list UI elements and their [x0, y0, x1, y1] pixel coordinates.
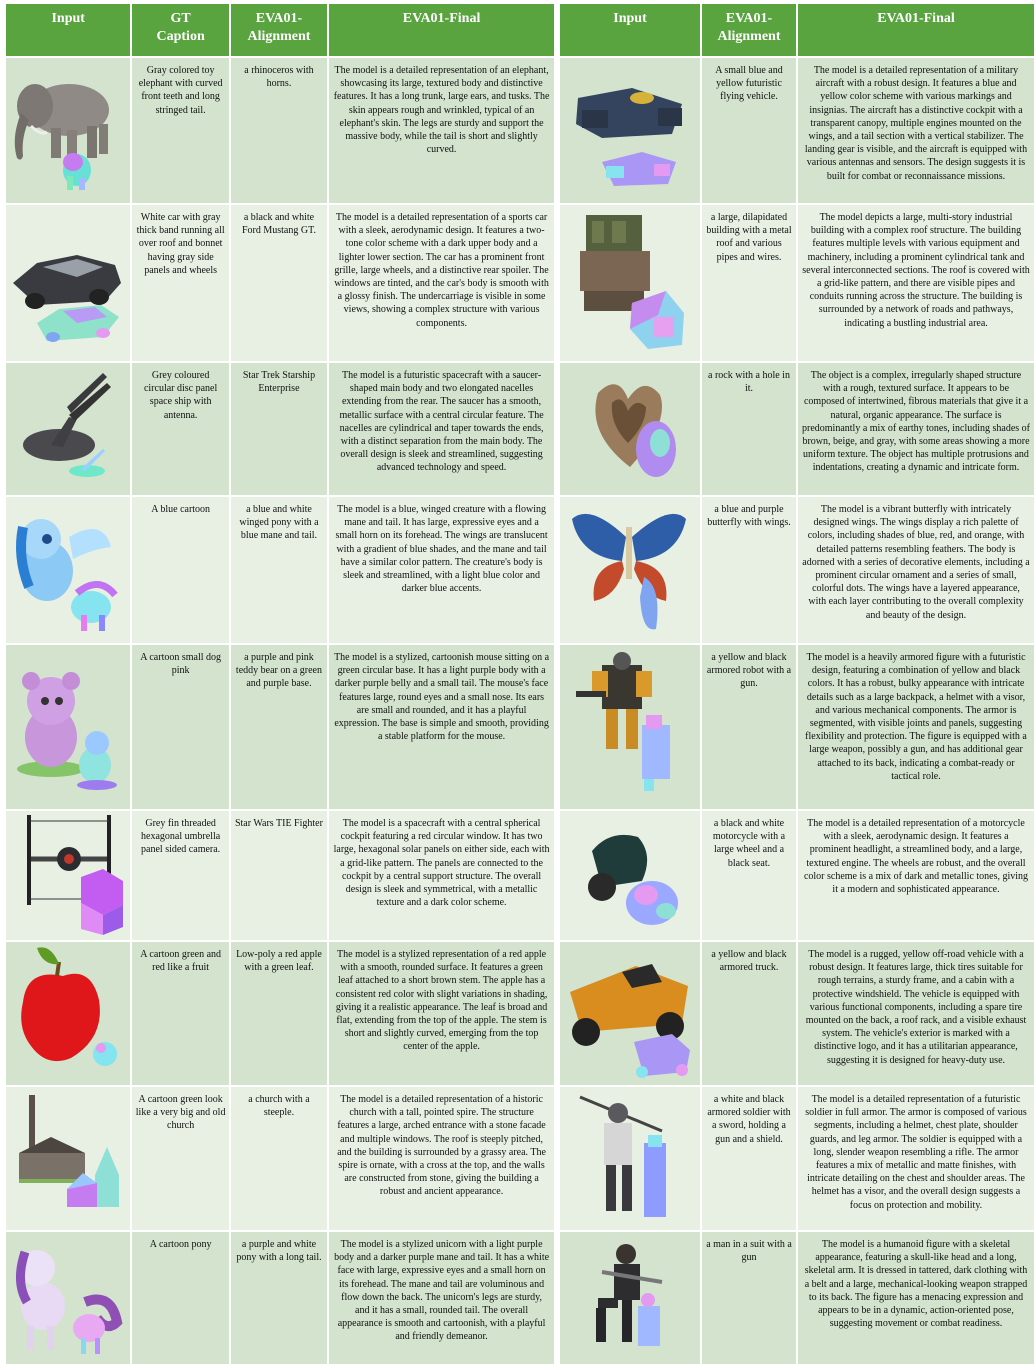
- gt-caption-cell: Grey fin threaded hexagonal umbrella panel sided camera.: [132, 809, 228, 940]
- table-row: [560, 643, 1034, 809]
- final-cell: The model is a detailed representation of a sports car with a sleek, aerodynamic design. It features a two-tone color scheme with a dark upper body and a lighter lower section. The car has a prominent front grille, large wheels, and a distinctive rear spoiler. The windows are tinted, and the car's body is smooth with a glossy finish. The undercarriage is visible in some views, showing a complex structure with various components.: [329, 203, 554, 361]
- gt-caption-cell: White car with gray thick band running all over roof and bonnet having gray side panels and wheels: [132, 203, 228, 361]
- alignment-cell: a purple and pink teddy bear on a green and purple base.: [231, 643, 327, 809]
- alignment-cell: Star Trek Starship Enterprise: [231, 361, 327, 495]
- input-image-tie-fighter: [6, 809, 130, 940]
- right-header-row: [560, 4, 1034, 56]
- final-cell: The model is a heavily armored figure with a futuristic design, featuring a combination of yellow and black colors. It has a robust, bulky appearance with intricate details such as a large backpack, a helmet with a visor, and various mechanical components. The armor is segmented, with visible joints and panels, suggesting flexibility and protection. The figure is equipped with a large weapon, possibly a gun, and has additional gear attached to its back, indicating a combat-ready or tactical role.: [798, 643, 1034, 809]
- final-cell: The model is a blue, winged creature with a flowing mane and tail. It has large, expressive eyes and a small horn on its forehead. The wings are translucent with a gradient of blue shades, and the mane and tail have a similar color pattern. The creature's body is sleek and streamlined, with a light blue color and darker blue accents.: [329, 495, 554, 643]
- header-input: Input: [6, 4, 130, 56]
- final-cell: The object is a complex, irregularly shaped structure with a rough, textured surface. It appears to be composed of intertwined, fibrous materials that give it a natural, organic appearance. The surface is predominantly a mix of earthy tones, including shades of brown, beige, and gray, with some areas showing a more uniform texture. The object has multiple protrusions and indentations, creating a dynamic and intricate form.: [798, 361, 1034, 495]
- alignment-cell: a black and white motorcycle with a large wheel and a black seat.: [702, 809, 796, 940]
- input-image-soldier: [560, 1085, 700, 1230]
- gt-caption-cell: A cartoon green and red like a fruit: [132, 940, 228, 1085]
- final-cell: The model is a stylized representation of a red apple with a smooth, rounded surface. It features a green leaf attached to a short brown stem. The apple has a consistent red color with slight variations in shading, giving it a realistic appearance. The leaf is broad and flat, extending from the top of the apple. The stem is short and slightly curved, emerging from the top center of the apple.: [329, 940, 554, 1085]
- alignment-cell: a black and white Ford Mustang GT.: [231, 203, 327, 361]
- table-row: [560, 203, 1034, 361]
- table-row: [6, 1230, 554, 1364]
- table-row: [6, 56, 554, 203]
- input-image-apple: [6, 940, 130, 1085]
- gt-caption-cell: A blue cartoon: [132, 495, 228, 643]
- input-image-butterfly: [560, 495, 700, 643]
- header-eva01-final: EVA01-Final: [798, 4, 1034, 56]
- final-cell: The model is a futuristic spacecraft with a saucer-shaped main body and two elongated nacelles extending from the rear. The saucer has a smooth, metallic surface with a central circular feature. The nacelles are cylindrical and taper towards the ends, with a distinct separation from the main body. The overall design is sleek and streamlined, suggesting advanced technology and speed.: [329, 361, 554, 495]
- final-cell: The model is a humanoid figure with a skeletal appearance, featuring a skull-like head and a long, skeletal arm. It is dressed in tattered, dark clothing with a belt and a large, mechanical-looking weapon strapped to its back. The figure has a menacing expression and appears to be in a dynamic, action-oriented pose, suggesting movement or combat readiness.: [798, 1230, 1034, 1364]
- gt-caption-cell: Gray colored toy elephant with curved front teeth and long stringed tail.: [132, 56, 228, 203]
- alignment-cell: a purple and white pony with a long tail.: [231, 1230, 327, 1364]
- table-row: [560, 361, 1034, 495]
- input-image-building: [560, 203, 700, 361]
- input-image-aircraft: [560, 56, 700, 203]
- left-comparison-table: [4, 4, 556, 1364]
- alignment-cell: a blue and white winged pony with a blue mane and tail.: [231, 495, 327, 643]
- right-comparison-table: [558, 4, 1036, 1364]
- input-image-elephant: [6, 56, 130, 203]
- header-input: Input: [560, 4, 700, 56]
- header-gt-caption: GT Caption: [132, 4, 228, 56]
- table-row: [6, 1085, 554, 1230]
- input-image-church: [6, 1085, 130, 1230]
- final-cell: The model is a detailed representation of a historic church with a tall, pointed spire. The structure features a large, arched entrance with a stone facade and multiple windows. The roof is steeply pitched, and the building is surrounded by a grassy area. The spire is ornate, with a cross at the top, and the walls are constructed from stone, giving the building a robust and ancient appearance.: [329, 1085, 554, 1230]
- alignment-cell: Low-poly a red apple with a green leaf.: [231, 940, 327, 1085]
- table-row: [6, 361, 554, 495]
- alignment-cell: a blue and purple butterfly with wings.: [702, 495, 796, 643]
- input-image-teddy: [6, 643, 130, 809]
- final-cell: The model depicts a large, multi-story industrial building with a complex roof structure. The building features multiple levels with various equipment and machinery, including a prominent cylindrical tank and several interconnected sections. The roof is covered with a grid-like pattern, and there are visible pipes and conduits running across the structure. The building is surrounded by a network of roads and pathways, indicating a bustling industrial area.: [798, 203, 1034, 361]
- gt-caption-cell: Grey coloured circular disc panel space ship with antenna.: [132, 361, 228, 495]
- final-cell: The model is a detailed representation of a futuristic soldier in full armor. The armor is composed of various segments, including a helmet, chest plate, shoulder guards, and leg armor. The soldier is equipped with a long, slender weapon resembling a rifle. The armor features a mix of metallic and matte finishes, with intricate detailing on the chest and shoulder areas. The helmet has a visor, and the overall design suggests a focus on protection and mobility.: [798, 1085, 1034, 1230]
- alignment-cell: A small blue and yellow futuristic flying vehicle.: [702, 56, 796, 203]
- input-image-pony: [6, 1230, 130, 1364]
- input-image-blue-pony: [6, 495, 130, 643]
- gt-caption-cell: A cartoon pony: [132, 1230, 228, 1364]
- input-image-figure: [560, 1230, 700, 1364]
- table-row: [560, 940, 1034, 1085]
- table-row: [6, 495, 554, 643]
- input-image-truck: [560, 940, 700, 1085]
- table-row: [560, 495, 1034, 643]
- alignment-cell: a rhinoceros with horns.: [231, 56, 327, 203]
- alignment-cell: a large, dilapidated building with a metal roof and various pipes and wires.: [702, 203, 796, 361]
- table-row: [560, 56, 1034, 203]
- final-cell: The model is a detailed representation of a motorcycle with a sleek, aerodynamic design. It features a prominent headlight, a streamlined body, and a large, textured engine. The wheels are robust, and the overall color scheme is a mix of dark and metallic tones, giving it a modern and sophisticated appearance.: [798, 809, 1034, 940]
- alignment-cell: a yellow and black armored truck.: [702, 940, 796, 1085]
- final-cell: The model is a stylized, cartoonish mouse sitting on a green circular base. It has a light purple body with a darker purple belly and a small tail. The mouse's face features large, round eyes and a small nose. Its ears are small and rounded, and it has a playful expression. The base is simple and smooth, providing a stable platform for the mouse.: [329, 643, 554, 809]
- header-eva01-alignment: EVA01- Alignment: [231, 4, 327, 56]
- final-cell: The model is a stylized unicorn with a light purple body and a darker purple mane and tail. It has a white face with large, expressive eyes and a small horn on its forehead. The mane and tail are voluminous and flow down the back. The unicorn's legs are sturdy, and it has a small, rounded tail. The overall appearance is smooth and cartoonish, with a playful and friendly demeanor.: [329, 1230, 554, 1364]
- input-image-car: [6, 203, 130, 361]
- alignment-cell: a rock with a hole in it.: [702, 361, 796, 495]
- final-cell: The model is a spacecraft with a central spherical cockpit featuring a red circular window. It has two large, hexagonal solar panels on either side, each with a grid-like pattern. The panels are connected to the cockpit by a central support structure. The overall design is sleek and symmetrical, with a metallic texture and a dark color scheme.: [329, 809, 554, 940]
- final-cell: The model is a vibrant butterfly with intricately designed wings. The wings display a rich palette of colors, including shades of blue, red, and orange, with detailed patterns resembling feathers. The body is adorned with a series of decorative elements, including a prominent circular ornament and a series of small, colorful dots. The wings have a layered appearance, with each layer contributing to the overall complexity and beauty of the design.: [798, 495, 1034, 643]
- alignment-cell: a man in a suit with a gun: [702, 1230, 796, 1364]
- table-row: [6, 809, 554, 940]
- input-image-rock: [560, 361, 700, 495]
- alignment-cell: a yellow and black armored robot with a gun.: [702, 643, 796, 809]
- header-eva01-alignment: EVA01- Alignment: [702, 4, 796, 56]
- header-eva01-final: EVA01-Final: [329, 4, 554, 56]
- left-header-row: [6, 4, 554, 56]
- final-cell: The model is a detailed representation of an elephant, showcasing its large, textured body and distinctive features. It has a long trunk, large ears, and tusks. The skin appears rough and wrinkled, typical of an elephant's skin. The legs are sturdy and support the massive body, while the tail is short and slightly curved.: [329, 56, 554, 203]
- table-row: [6, 203, 554, 361]
- table-row: [6, 643, 554, 809]
- input-image-spaceship: [6, 361, 130, 495]
- input-image-robot: [560, 643, 700, 809]
- gt-caption-cell: A cartoon green look like a very big and old church: [132, 1085, 228, 1230]
- alignment-cell: Star Wars TIE Fighter: [231, 809, 327, 940]
- input-image-motorcycle: [560, 809, 700, 940]
- alignment-cell: a church with a steeple.: [231, 1085, 327, 1230]
- final-cell: The model is a rugged, yellow off-road vehicle with a robust design. It features large, thick tires suitable for rough terrains, a sturdy frame, and a cabin with a protective windshield. The vehicle is equipped with various functional components, including a spare tire mounted on the back, a roof rack, and a visible exhaust system. The vehicle's exterior is marked with a distinctive logo, and it has a utilitarian appearance, suggesting it is designed for heavy-duty use.: [798, 940, 1034, 1085]
- table-row: [560, 1085, 1034, 1230]
- alignment-cell: a white and black armored soldier with a sword, holding a gun and a shield.: [702, 1085, 796, 1230]
- final-cell: The model is a detailed representation of a military aircraft with a robust design. It features a blue and yellow color scheme with various markings and insignias. The aircraft has a distinctive cockpit with a transparent canopy, multiple engines mounted on the wings, and a tail section with a vertical stabilizer. The landing gear is visible, and the aircraft is equipped with various antennas and sensors. The design suggests it is built for combat or reconnaissance missions.: [798, 56, 1034, 203]
- table-row: [6, 940, 554, 1085]
- table-row: [560, 1230, 1034, 1364]
- table-row: [560, 809, 1034, 940]
- gt-caption-cell: A cartoon small dog pink: [132, 643, 228, 809]
